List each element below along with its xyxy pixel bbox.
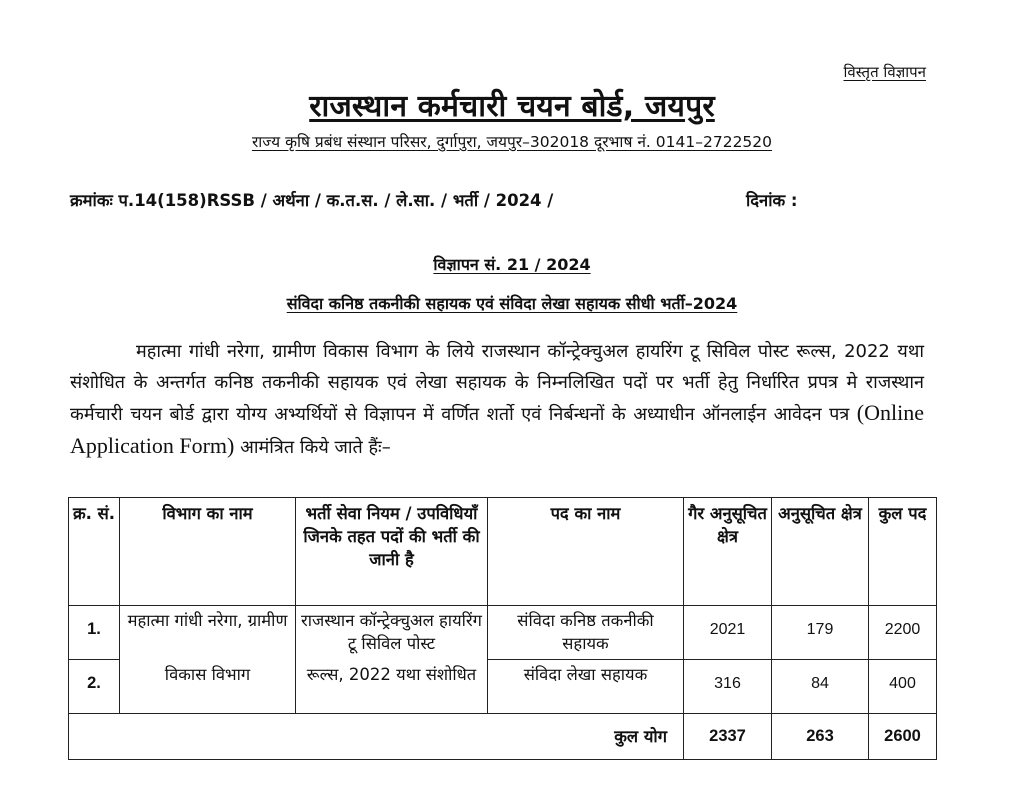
advertisement-number-text: विज्ञापन सं. 21 / 2024 — [433, 255, 591, 274]
row2-total: 400 — [869, 660, 937, 714]
row1-non-scheduled: 2021 — [684, 606, 772, 660]
total-row-blank — [69, 714, 120, 760]
recruitment-subject — [0, 292, 1024, 314]
table-total-row — [69, 714, 937, 760]
date-label: दिनांक : — [746, 191, 798, 210]
row1-post-name: संविदा कनिष्ठ तकनीकी सहायक — [488, 606, 684, 660]
header-service-rules: भर्ती सेवा नियम / उपविधियॉं जिनके तहत पदों की भर्ती की जानी है — [296, 498, 488, 606]
board-address-text: राज्य कृषि प्रबंध संस्थान परिसर, दुर्गापुरा, जयपुर–302018 दूरभाष नं. 0141–2722520 — [251, 133, 773, 151]
board-title-text: राजस्थान कर्मचारी चयन बोर्ड, जयपुर — [309, 89, 715, 124]
board-address — [0, 130, 1024, 152]
total-row-blank — [296, 714, 488, 760]
grand-total-label: कुल योग — [488, 714, 684, 760]
header-sno: क्र. सं. — [69, 498, 120, 606]
service-rules-cell-bottom: रूल्स, 2022 यथा संशोधित — [296, 660, 488, 714]
intro-english-phrase: (Online Application Form) — [70, 400, 924, 458]
grand-total-non-scheduled: 2337 — [684, 714, 772, 760]
grand-total-scheduled: 263 — [772, 714, 869, 760]
header-scheduled-area: अनुसूचित क्षेत्र — [772, 498, 869, 606]
table-row — [69, 606, 937, 660]
row2-post-name: संविदा लेखा सहायक — [488, 660, 684, 714]
recruitment-subject-text: संविदा कनिष्ठ तकनीकी सहायक एवं संविदा लेखा सहायक सीधी भर्ती–2024 — [286, 294, 738, 313]
header-post-name: पद का नाम — [488, 498, 684, 606]
department-cell-bottom: विकास विभाग — [120, 660, 296, 714]
intro-paragraph — [70, 337, 924, 463]
row1-total: 2200 — [869, 606, 937, 660]
header-total-posts: कुल पद — [869, 498, 937, 606]
row1-sno: 1. — [69, 606, 120, 660]
row2-scheduled: 84 — [772, 660, 869, 714]
vacancy-table — [68, 497, 937, 760]
row2-sno: 2. — [69, 660, 120, 714]
header-non-scheduled-area: गैर अनुसूचित क्षेत्र — [684, 498, 772, 606]
department-cell-top: महात्मा गांधी नरेगा, ग्रामीण — [120, 606, 296, 660]
intro-text-part1: महात्मा गांधी नरेगा, ग्रामीण विकास विभाग के लिये राजस्थान कॉन्ट्रेक्चुअल हायरिंग टू सिविल पोस्ट रूल्स, 2022 यथा संशोधित के अन्तर्गत कनिष्ठ तकनीकी सहायक एवं लेखा सहायक के निम्नलिखित पदों पर भर्ती हेतु निर्धारित प्रपत्र मे राजस्थान कर्मचारी चयन बोर्ड द्वारा योग्य अभ्यर्थियों से विज्ञापन में वर्णित शर्तो एवं निर्बन्धनों के अध्याधीन ऑनलाईन आवेदन पत्र — [70, 341, 924, 425]
table-header-row — [69, 498, 937, 606]
advertisement-number — [0, 253, 1024, 275]
service-rules-cell-top: राजस्थान कॉन्ट्रेक्चुअल हायरिंग टू सिविल पोस्ट — [296, 606, 488, 660]
grand-total-posts: 2600 — [869, 714, 937, 760]
detailed-advertisement-tag: विस्तृत विज्ञापन — [843, 63, 926, 81]
total-row-blank — [120, 714, 296, 760]
header-department: विभाग का नाम — [120, 498, 296, 606]
table-row — [69, 660, 937, 714]
intro-text-part2: आमंत्रित किये जाते हैंः– — [240, 436, 391, 458]
row1-scheduled: 179 — [772, 606, 869, 660]
board-title — [0, 84, 1024, 125]
row2-non-scheduled: 316 — [684, 660, 772, 714]
reference-number: क्रमांकः प.14(158)RSSB / अर्थना / क.त.स. / ले.सा. / भर्ती / 2024 / — [70, 191, 554, 210]
